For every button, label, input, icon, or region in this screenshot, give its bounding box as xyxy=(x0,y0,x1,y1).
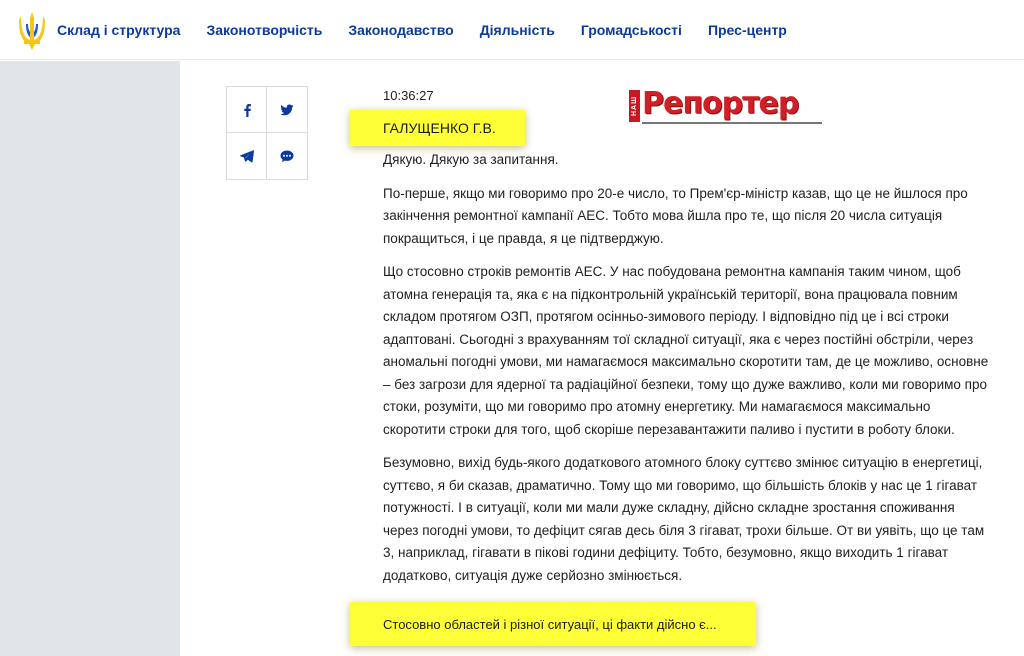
twitter-icon xyxy=(280,103,294,117)
transcript-timestamp: 10:36:27 xyxy=(383,88,434,103)
highlight-quote-text: Стосовно областей і різної ситуації, ці факти дійсно є... xyxy=(383,616,717,632)
paragraph: Безумовно, вихід будь-якого додаткового атомного блоку суттєво змінює ситуацію в енергетиці, суттєво, я би сказав, драматично. Тому що ми говоримо, що більшість блоків у нас це 1 гігават потужності. І в ситуації, коли ми мали дуже складну, дійсно складне зростання споживання через погодні умови, то дефіцит сягав десь біля 3 гігават, трохи більше. От ви уявіть, що це там 3, наприклад, гігавати в пікові години дефіциту. Тобто, безумовно, якщо виходить 1 гігават додатково, ситуація дуже серйозно змінюється. xyxy=(383,455,985,583)
speaker-name-highlight xyxy=(350,110,525,146)
nav-item-press-center[interactable]: Прес-центр xyxy=(707,22,787,38)
nav-item-activity[interactable]: Діяльність xyxy=(479,22,555,38)
chat-icon xyxy=(280,149,294,163)
speaker-name: ГАЛУЩЕНКО Г.В. xyxy=(383,120,496,136)
transcript-body xyxy=(383,149,993,598)
share-facebook-button[interactable] xyxy=(227,87,267,133)
nav-item-structure[interactable]: Склад і структура xyxy=(57,22,181,38)
reporter-logo-underline xyxy=(642,122,822,124)
nav-item-public[interactable]: Громадськості xyxy=(580,22,682,38)
reporter-logo-name: Репортер xyxy=(642,86,799,121)
paragraph: По-перше, якщо ми говоримо про 20-е число, то Прем'єр-міністр казав, що це не йшлося про закінчення ремонтної кампанії АЕС. Тобто мова йшла про те, що після 20 числа ситуація покращиться, і це правда, я це підтверджую. xyxy=(383,185,968,246)
quote-highlight xyxy=(350,602,756,646)
share-telegram-button[interactable] xyxy=(227,133,267,179)
trident-icon[interactable] xyxy=(18,10,46,52)
nav-item-legislation[interactable]: Законодавство xyxy=(348,22,454,38)
top-navigation xyxy=(0,0,1024,60)
paragraph: Дякую. Дякую за запитання. xyxy=(383,152,559,167)
telegram-icon xyxy=(240,149,254,163)
share-panel xyxy=(226,86,308,180)
share-chat-button[interactable] xyxy=(267,133,307,179)
reporter-logo xyxy=(629,88,829,128)
reporter-logo-prefix: НАШ xyxy=(629,90,640,122)
main-menu xyxy=(57,0,813,60)
paragraph: Що стосовно строків ремонтів АЕС. У нас побудована ремонтна кампанія таким чином, щоб атомна генерація та, яка є на підконтрольній українській території, вона працювала повним складом протягом ОЗП, протягом осінньо-зимового періоду. І відповідно під це і всі строки адаптовані. Сьогодні з врахуванням тої складної ситуації, яка є через постійні обстріли, через аномальні погодні умови, ми намагаємося максимально скоротити там, де це можливо, основне – без загрози для ядерної та радіаційної безпеки, тому що дуже важливо, коли ми говоримо про стоки, розуміти, що ми говоримо про атомну енергетику. Ми намагаємося максимально скоротити строки для того, щоб скоріше перезавантажити паливо і пустити в роботу блоки. xyxy=(383,264,989,437)
share-twitter-button[interactable] xyxy=(267,87,307,133)
left-sidebar-background xyxy=(0,61,180,656)
nav-item-lawmaking[interactable]: Законотворчість xyxy=(206,22,323,38)
facebook-icon xyxy=(240,103,254,117)
